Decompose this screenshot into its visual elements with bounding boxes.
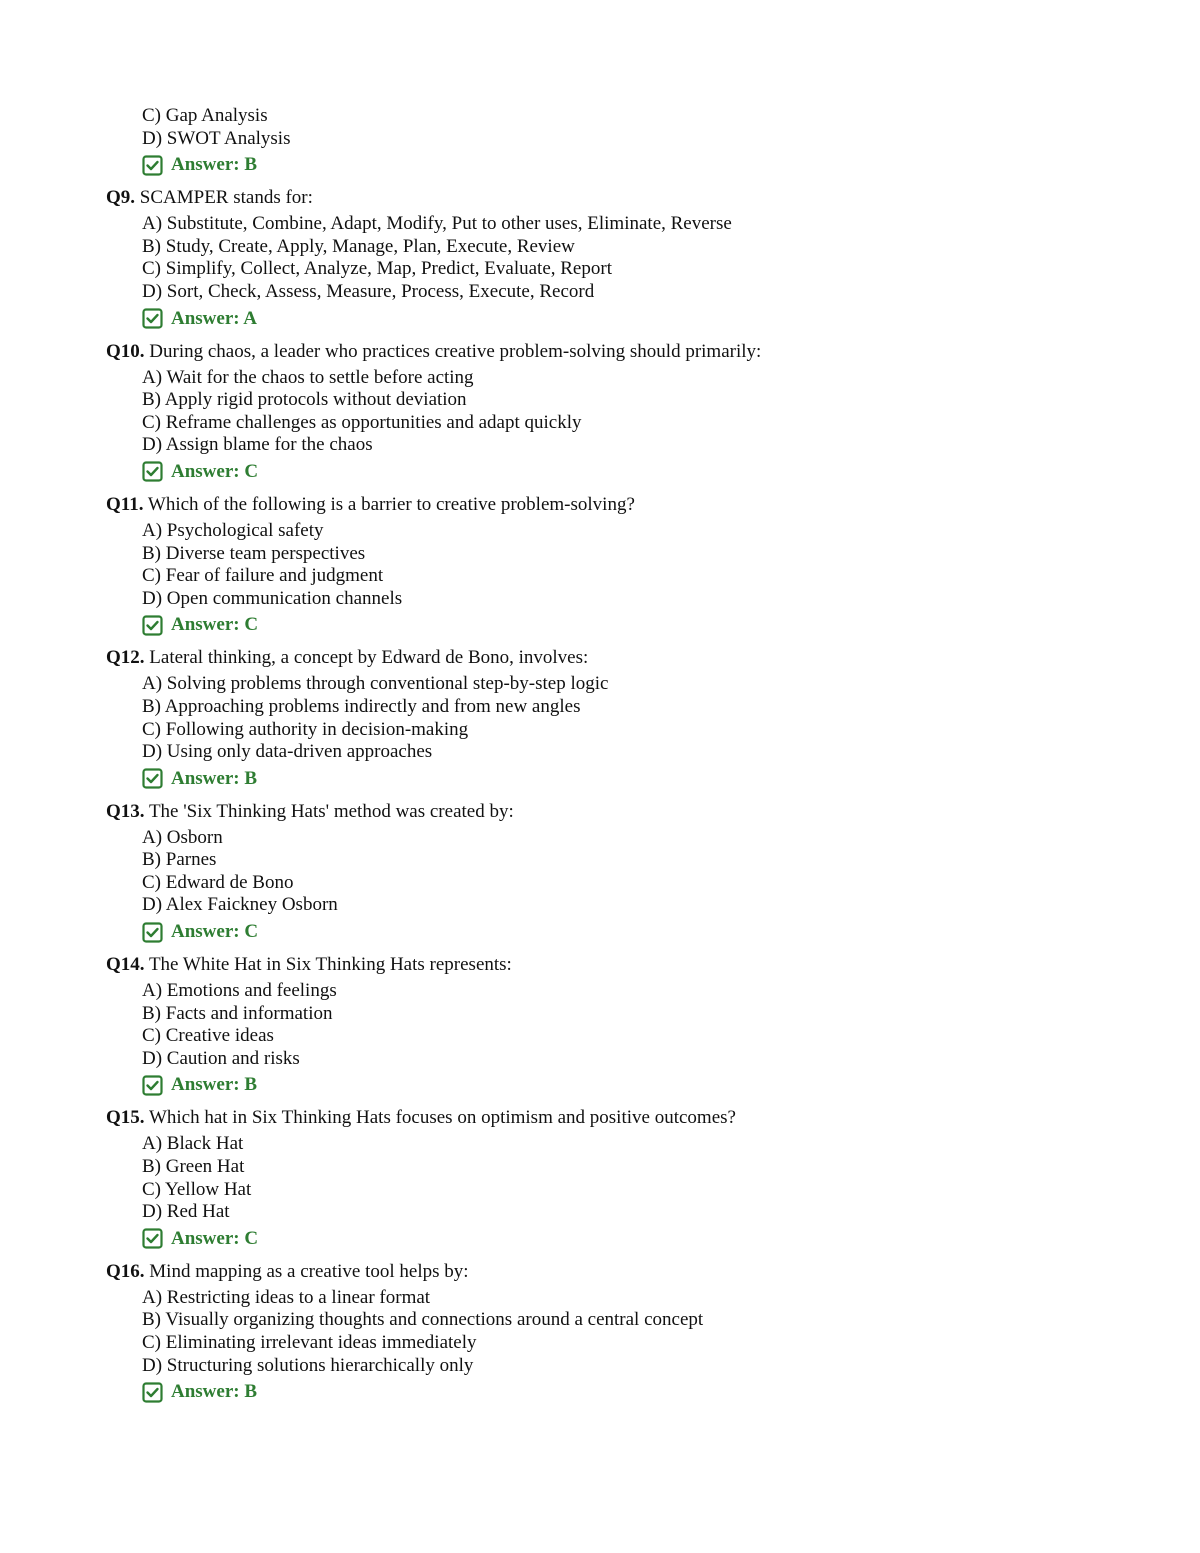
answer-text: Answer: C (171, 1227, 259, 1249)
option-c: C) Edward de Bono (142, 871, 294, 893)
option-a: A) Restricting ideas to a linear format (142, 1286, 431, 1308)
checkbox-checked-icon (142, 1075, 163, 1096)
answer-text: Answer: C (171, 614, 259, 636)
answer-text: Answer: C (171, 460, 259, 482)
question-block (106, 1106, 1106, 1251)
option-a: A) Emotions and feelings (142, 980, 337, 1002)
option-a: A) Substitute, Combine, Adapt, Modify, Put to other uses, Eliminate, Reverse (142, 213, 732, 235)
question-block (106, 1260, 1106, 1405)
answer-text: Answer: C (171, 921, 259, 943)
option-list (106, 827, 1106, 945)
question-stem (106, 493, 1106, 517)
option-d: D) Sort, Check, Assess, Measure, Process, Execute, Record (142, 280, 595, 302)
option-b: B) Facts and information (142, 1002, 333, 1024)
answer-line (142, 1072, 1106, 1098)
question-number: Q12. (106, 647, 145, 669)
question-block (106, 340, 1106, 485)
option-d: D) Alex Faickney Osborn (142, 894, 338, 916)
option-d: D) Assign blame for the chaos (142, 434, 373, 456)
option-list (106, 213, 1106, 331)
question-number: Q16. (106, 1260, 145, 1282)
option-b: B) Approaching problems indirectly and from new angles (142, 695, 581, 717)
option-a: A) Wait for the chaos to settle before acting (142, 366, 474, 388)
option-c: C) Eliminating irrelevant ideas immediately (142, 1332, 477, 1353)
answer-text: Answer: B (171, 154, 258, 176)
option-list (106, 367, 1106, 485)
question-text: The 'Six Thinking Hats' method was created by: (148, 800, 514, 822)
answer-line (142, 1379, 1106, 1405)
option-a: A) Solving problems through conventional step-by-step logic (142, 673, 609, 695)
question-number: Q14. (106, 954, 145, 976)
question-number: Q10. (106, 340, 145, 362)
option-list (106, 673, 1106, 791)
option-d: D) Structuring solutions hierarchically only (142, 1354, 474, 1376)
question-stem (106, 186, 1106, 210)
answer-line (142, 152, 1106, 178)
question-block (106, 646, 1106, 791)
option-list (106, 1133, 1106, 1251)
checkbox-checked-icon (142, 1228, 163, 1249)
option-list (106, 980, 1106, 1098)
option-c: C) Simplify, Collect, Analyze, Map, Predict, Evaluate, Report (142, 258, 612, 280)
checkbox-checked-icon (142, 308, 163, 329)
option-c: C) Gap Analysis (142, 105, 268, 126)
option-a: A) Black Hat (142, 1133, 244, 1155)
checkbox-checked-icon (142, 1382, 163, 1403)
question-block (106, 953, 1106, 1098)
question-number: Q11. (106, 493, 144, 515)
question-block (106, 800, 1106, 945)
answer-text: Answer: B (171, 1074, 258, 1096)
question-block (106, 186, 1106, 331)
checkbox-checked-icon (142, 922, 163, 943)
question-text: Mind mapping as a creative tool helps by: (149, 1260, 469, 1282)
option-d: D) Open communication channels (142, 587, 403, 609)
option-list (106, 1287, 1106, 1405)
option-c: C) Creative ideas (142, 1025, 274, 1047)
question-number: Q9. (106, 187, 136, 209)
continued-question (106, 105, 1106, 178)
option-a: A) Psychological safety (142, 519, 324, 541)
answer-line (142, 919, 1106, 945)
checkbox-checked-icon (142, 615, 163, 636)
option-b: B) Green Hat (142, 1156, 245, 1178)
answer-line (142, 612, 1106, 638)
question-stem (106, 1106, 1106, 1130)
question-text: The White Hat in Six Thinking Hats represents: (148, 954, 512, 976)
option-a: A) Osborn (142, 826, 223, 848)
answer-line (142, 766, 1106, 792)
question-number: Q13. (106, 800, 145, 822)
option-c: C) Fear of failure and judgment (142, 565, 384, 587)
checkbox-checked-icon (142, 768, 163, 789)
option-d: D) SWOT Analysis (142, 127, 291, 149)
option-b: B) Visually organizing thoughts and connections around a central concept (142, 1309, 704, 1331)
question-text: During chaos, a leader who practices creative problem-solving should primarily: (149, 340, 762, 362)
question-stem (106, 1260, 1106, 1284)
question-text: Which of the following is a barrier to creative problem-solving? (147, 493, 635, 515)
option-b: B) Parnes (142, 849, 217, 871)
answer-line (142, 459, 1106, 485)
question-stem (106, 953, 1106, 977)
question-text: Which hat in Six Thinking Hats focuses on optimism and positive outcomes? (148, 1107, 736, 1129)
answer-line (142, 306, 1106, 332)
option-c: C) Reframe challenges as opportunities and adapt quickly (142, 411, 582, 433)
option-d: D) Red Hat (142, 1201, 230, 1223)
question-text: SCAMPER stands for: (139, 187, 313, 209)
option-b: B) Apply rigid protocols without deviation (142, 389, 467, 411)
answer-line (142, 1226, 1106, 1252)
option-c: C) Following authority in decision-making (142, 718, 469, 740)
question-block (106, 493, 1106, 638)
answer-text: Answer: B (171, 767, 258, 789)
question-text: Lateral thinking, a concept by Edward de Bono, involves: (149, 647, 589, 669)
question-stem (106, 340, 1106, 364)
option-d: D) Using only data-driven approaches (142, 741, 433, 763)
checkbox-checked-icon (142, 461, 163, 482)
checkbox-checked-icon (142, 155, 163, 176)
question-list (106, 105, 1106, 1405)
option-b: B) Study, Create, Apply, Manage, Plan, Execute, Review (142, 235, 575, 257)
option-list (106, 520, 1106, 638)
question-stem (106, 800, 1106, 824)
answer-text: Answer: A (171, 307, 258, 329)
question-stem (106, 646, 1106, 670)
option-d: D) Caution and risks (142, 1047, 300, 1069)
answer-text: Answer: B (171, 1381, 258, 1403)
option-b: B) Diverse team perspectives (142, 542, 366, 564)
question-number: Q15. (106, 1107, 145, 1129)
option-c: C) Yellow Hat (142, 1178, 252, 1200)
